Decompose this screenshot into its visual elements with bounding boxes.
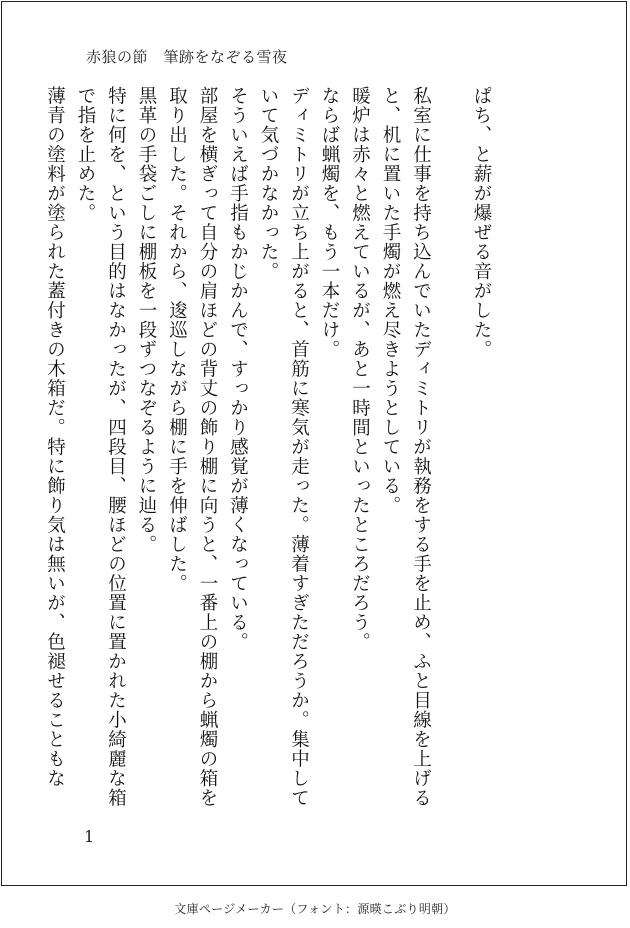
body-text	[44, 86, 496, 816]
paragraph: 暖炉は赤々と燃えているが、あと一時間といったところだろう。	[349, 86, 371, 652]
paragraph: そういえば手指もかじかんで、すっかり感覚が薄くなっている。	[227, 86, 249, 652]
footer-credit: 文庫ページメーカー（フォント：源暎こぶり明朝）	[174, 902, 456, 916]
paragraph: 特に何を、という目的はなかったが、四段目、腰ほどの位置に置かれた小綺麗な箱で指を止めた。	[75, 86, 127, 808]
page-number: 1	[84, 827, 95, 846]
paragraph: ディミトリが立ち上がると、首筋に寒気が走った。薄着すぎただろうか。集中していて気づかなかった。	[258, 86, 310, 808]
paragraph: 部屋を横ぎって自分の肩ほどの背丈の飾り棚に向うと、一番上の棚から蝋燭の箱を取り出した。それから、逡巡しながら棚に手を伸ばした。	[166, 86, 218, 808]
paragraph: ぱち、と薪が爆ぜる音がした。	[471, 86, 492, 359]
running-header: 赤狼の節 筆跡をなぞる雪夜	[86, 48, 288, 66]
page-frame	[1, 1, 627, 886]
paragraph: ならば蝋燭を、もう一本だけ。	[319, 86, 340, 359]
paragraph: 私室に仕事を持ち込んでいたディミトリが執務をする手を止め、ふと目線を上げると、机に置いた手燭が燃え尽きようとしている。	[380, 86, 432, 808]
paragraph: 薄青の塗料が塗られた蓋付きの木箱だ。特に飾り気は無いが、色褪せることもな	[44, 86, 66, 788]
paragraph: 黒革の手袋ごしに棚板を一段ずつなぞるように辿る。	[136, 86, 157, 554]
